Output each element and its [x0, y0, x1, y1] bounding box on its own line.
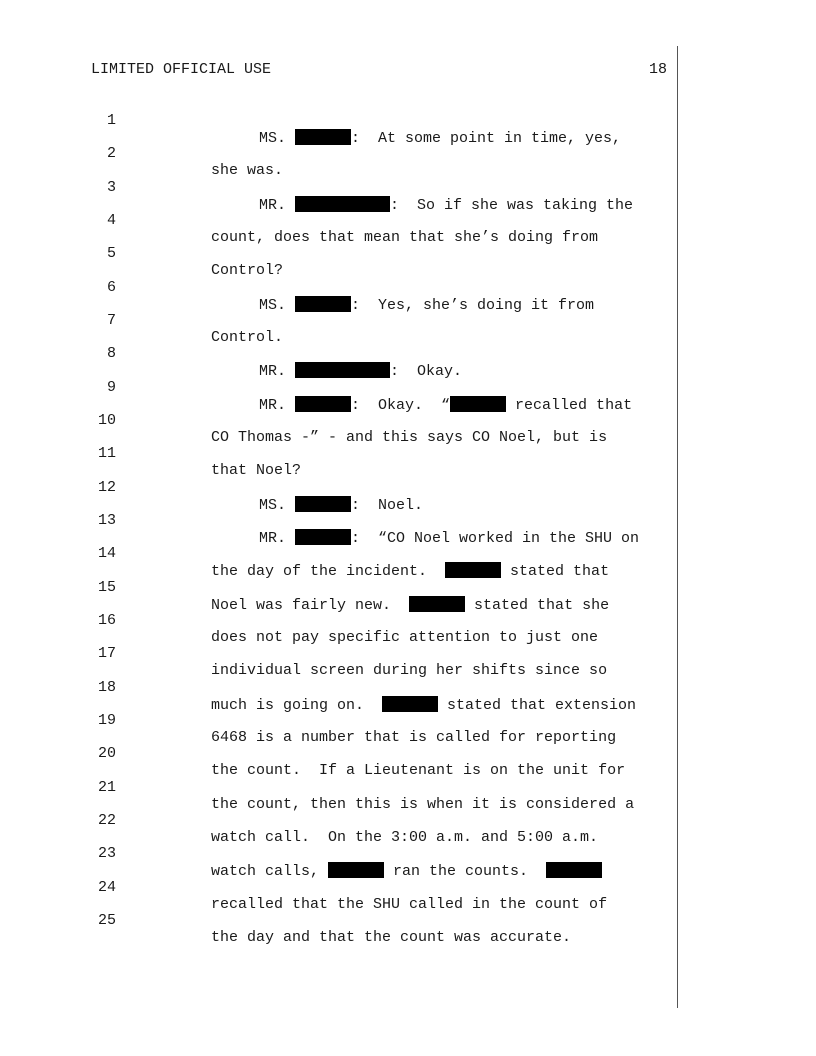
line-text: the day of the incident. stated that [211, 563, 610, 580]
line-text: much is going on. stated that extension [211, 697, 637, 714]
redaction-block [450, 396, 506, 412]
transcript-line [0, 295, 284, 346]
line-number: 13 [97, 512, 116, 529]
line-number: 12 [97, 479, 116, 496]
right-margin-rule [677, 46, 678, 1008]
redaction-block [546, 862, 602, 878]
redaction-block [295, 496, 351, 512]
line-number: 6 [106, 279, 116, 296]
line-text: does not pay specific attention to just one [211, 629, 599, 646]
redaction-block [295, 362, 390, 378]
transcript-line [0, 228, 284, 279]
line-number: 25 [97, 912, 116, 929]
redaction-block [295, 196, 390, 212]
transcript-line [0, 428, 302, 479]
line-number: 18 [97, 679, 116, 696]
line-text: MS. : At some point in time, yes, [259, 130, 622, 147]
transcript-line [0, 162, 634, 214]
line-text: watch call. On the 3:00 a.m. and 5:00 a.m. [211, 829, 599, 846]
transcript-line [0, 95, 622, 147]
line-text: she was. [211, 162, 284, 179]
line-number: 22 [97, 812, 116, 829]
line-number: 11 [97, 445, 116, 462]
line-text: MS. : Noel. [259, 497, 424, 514]
transcript-line [0, 362, 633, 414]
line-number: 16 [97, 612, 116, 629]
redaction-block [295, 129, 351, 145]
line-text: MR. : “CO Noel worked in the SHU on [259, 530, 640, 547]
redaction-block [295, 396, 351, 412]
redaction-block [328, 862, 384, 878]
line-text: watch calls, ran the counts. [211, 862, 602, 880]
line-number: 2 [106, 145, 116, 162]
line-text: the count. If a Lieutenant is on the unit for [211, 762, 626, 779]
line-text: recalled that the SHU called in the count of [211, 896, 608, 913]
line-number: 20 [97, 745, 116, 762]
line-number: 17 [97, 645, 116, 662]
line-number: 19 [97, 712, 116, 729]
line-text: MR. : Okay. “ recalled that [259, 397, 633, 414]
line-text: MR. : Okay. [259, 363, 463, 380]
line-number: 23 [97, 845, 116, 862]
line-text: the count, then this is when it is considered a [211, 796, 635, 813]
transcript-line [0, 128, 284, 179]
line-number: 5 [106, 245, 116, 262]
line-number: 4 [106, 212, 116, 229]
line-number: 8 [106, 345, 116, 362]
line-text: Noel was fairly new. stated that she [211, 597, 610, 614]
page-number: 18 [649, 61, 668, 78]
line-text: MS. : Yes, she’s doing it from [259, 297, 595, 314]
redaction-block [382, 696, 438, 712]
line-number: 21 [97, 779, 116, 796]
line-text: the day and that the count was accurate. [211, 929, 572, 946]
line-number: 24 [97, 879, 116, 896]
redaction-block [409, 596, 465, 612]
line-number: 10 [97, 412, 116, 429]
line-number: 14 [97, 545, 116, 562]
redaction-block [295, 529, 351, 545]
line-text: that Noel? [211, 462, 302, 479]
line-number: 15 [97, 579, 116, 596]
line-text: Control. [211, 329, 284, 346]
line-text: 6468 is a number that is called for reporting [211, 729, 617, 746]
line-number: 1 [106, 112, 116, 129]
line-text: individual screen during her shifts since so [211, 662, 608, 679]
line-text: Control? [211, 262, 284, 279]
line-number: 3 [106, 179, 116, 196]
line-number: 9 [106, 379, 116, 396]
redaction-block [295, 296, 351, 312]
line-text: count, does that mean that she’s doing from [211, 229, 599, 246]
classification-header: LIMITED OFFICIAL USE [91, 61, 272, 78]
line-text: MR. : So if she was taking the [259, 197, 634, 214]
redaction-block [445, 562, 501, 578]
line-text: CO Thomas -” - and this says CO Noel, but is [211, 429, 608, 446]
line-number: 7 [106, 312, 116, 329]
